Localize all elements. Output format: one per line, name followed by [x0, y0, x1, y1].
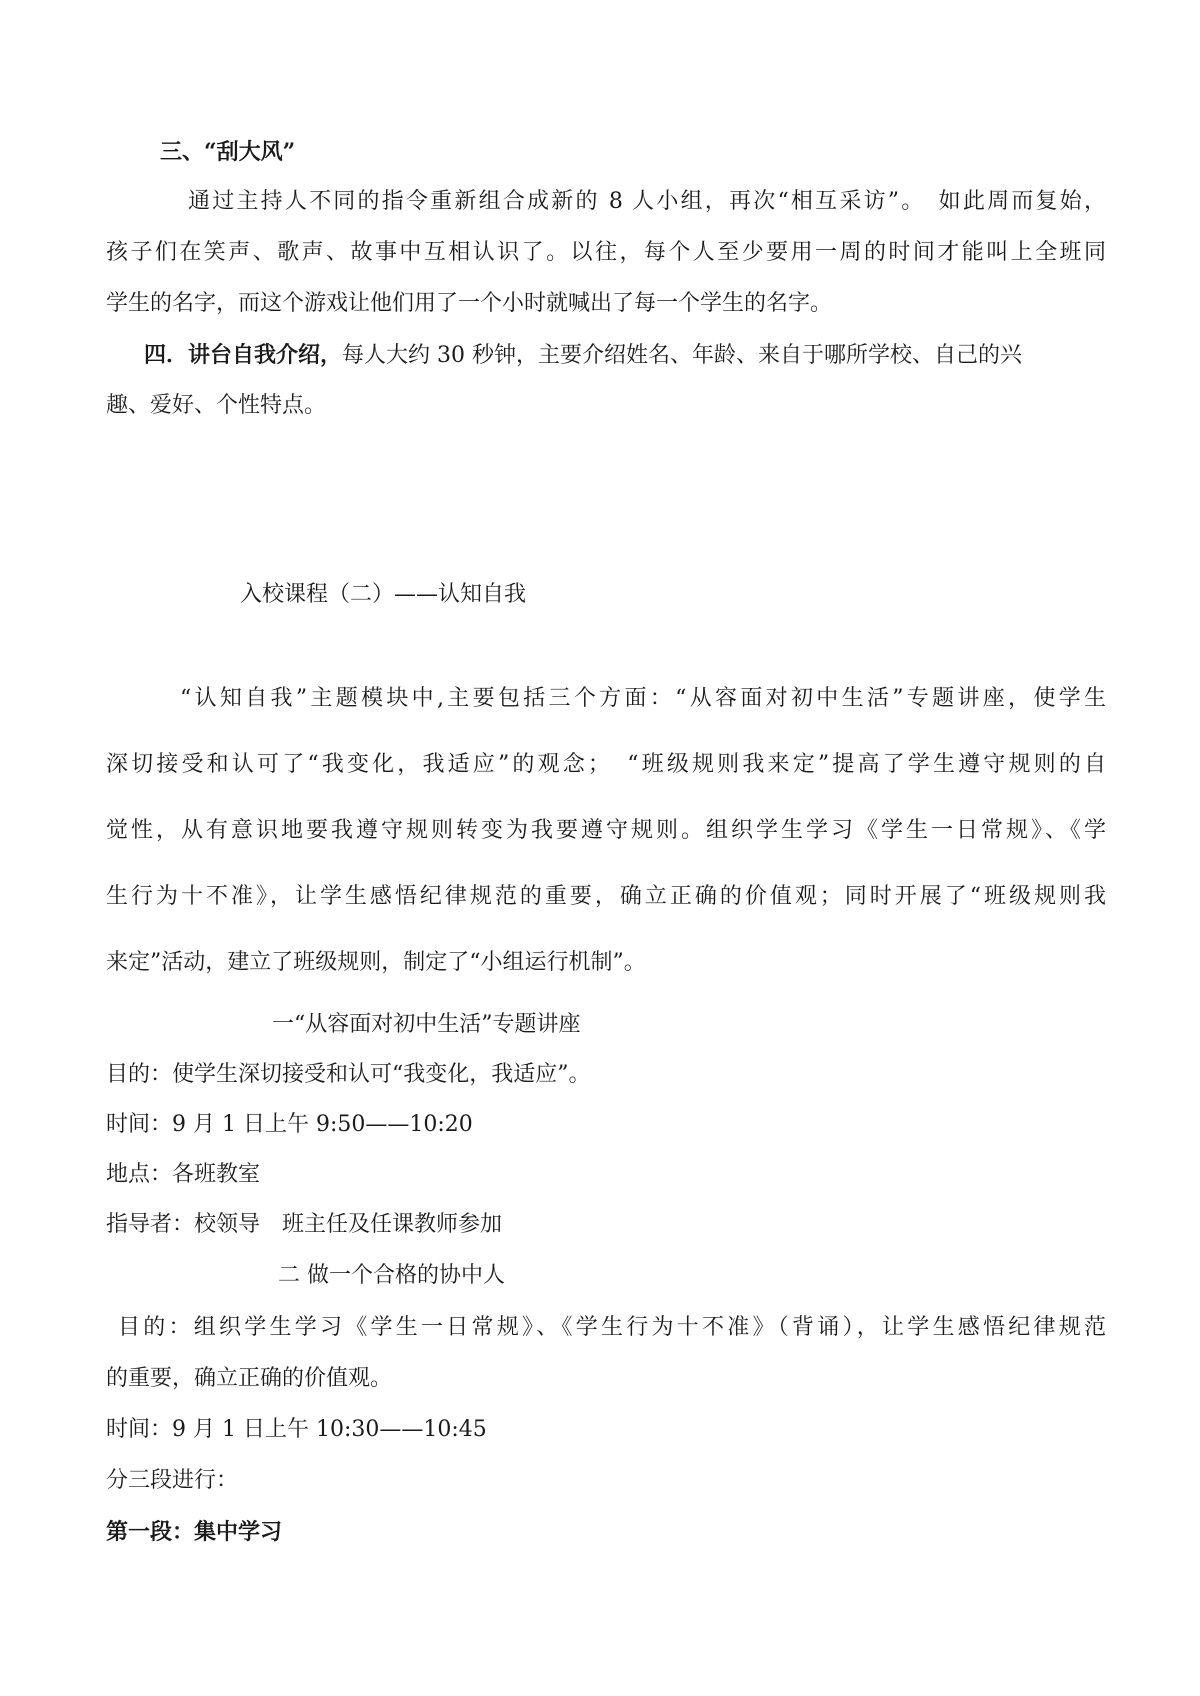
section3-heading: 三、“刮大风” — [160, 139, 296, 165]
lecture2-goal-line-2: 的重要，确立正确的价值观。 — [106, 1366, 393, 1391]
lecture1-heading: 一“从容面对初中生活”专题讲座 — [272, 1012, 581, 1037]
course2-intro-line-4: 生行为十不准》，让学生感悟纪律规范的重要，确立正确的价值观；同时开展了“班级规则我 — [106, 884, 1106, 909]
lecture2-heading: 二 做一个合格的协中人 — [278, 1263, 505, 1288]
lecture2-time: 时间：9 月 1 日上午 10:30——10:45 — [106, 1417, 487, 1442]
lecture2-goal-line-1: 目的：组织学生学习《学生一日常规》、《学生行为十不准》（背诵），让学生感悟纪律规范 — [118, 1315, 1106, 1340]
course2-intro-line-1: “认知自我”主题模块中,主要包括三个方面：“从容面对初中生活”专题讲座，使学生 — [180, 686, 1106, 711]
course2-intro-line-3: 觉性，从有意识地要我遵守规则转变为我要遵守规则。组织学生学习《学生一日常规》、《学 — [106, 818, 1106, 843]
lecture1-place: 地点：各班教室 — [106, 1162, 261, 1187]
section4-line-1-text: 每人大约 30 秒钟，主要介绍姓名、年龄、来自于哪所学校、自己的兴 — [342, 343, 1022, 368]
lecture1-goal: 目的：使学生深切接受和认可“我变化，我适应”。 — [106, 1062, 591, 1087]
section3-para-line-2: 孩子们在笑声、歌声、故事中互相认识了。以往，每个人至少要用一周的时间才能叫上全班同 — [106, 240, 1106, 265]
lecture2-segment1-heading: 第一段：集中学习 — [106, 1519, 283, 1545]
section3-para-line-1: 通过主持人不同的指令重新组合成新的 8 人小组，再次“相互采访”。 如此周而复始， — [188, 189, 1106, 214]
section4-lead: 四．讲台自我介绍， — [144, 342, 343, 368]
section4-line-2: 趣、爱好、个性特点。 — [106, 393, 327, 418]
section3-para-line-3: 学生的名字，而这个游戏让他们用了一个小时就喊出了每一个学生的名字。 — [106, 291, 833, 316]
lecture1-guide: 指导者：校领导 班主任及任课教师参加 — [106, 1212, 503, 1237]
lecture2-segments: 分三段进行： — [106, 1468, 239, 1493]
course2-intro-line-2: 深切接受和认可了“我变化，我适应”的观念； “班级规则我来定”提高了学生遵守规则的自 — [106, 752, 1106, 777]
lecture1-time: 时间：9 月 1 日上午 9:50——10:20 — [106, 1112, 473, 1137]
section4-line-1 — [144, 340, 1022, 371]
course2-title: 入校课程（二）——认知自我 — [240, 582, 527, 607]
course2-intro-line-5: 来定”活动，建立了班级规则，制定了“小组运行机制”。 — [106, 950, 646, 975]
